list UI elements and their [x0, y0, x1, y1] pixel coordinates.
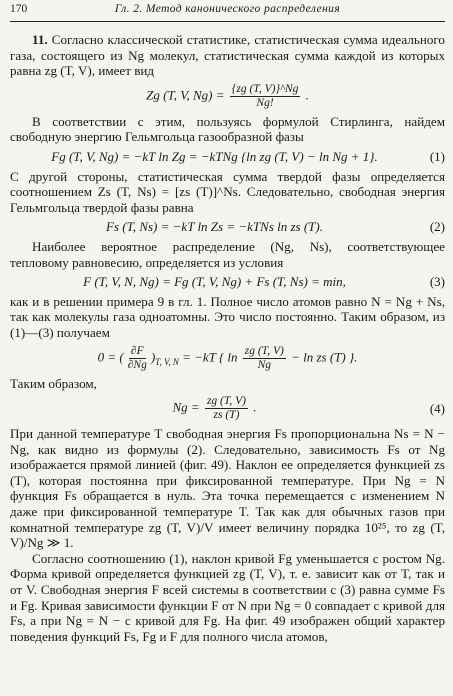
denominator: ∂Ng — [127, 358, 147, 371]
denominator: Ng — [257, 358, 271, 371]
numerator: ∂F — [130, 344, 144, 357]
paragraph: Таким образом, — [10, 375, 97, 391]
equation-end: . — [253, 399, 257, 415]
numerator: zg (T, V) — [206, 395, 247, 408]
equation-text: Fs (T, Ns) = −kT ln Zs = −kTNs ln zs (T). — [105, 219, 323, 235]
denominator: Ng! — [256, 96, 274, 109]
fraction — [126, 345, 149, 372]
equation-end: . — [305, 87, 309, 103]
equation-middle: = −kT { ln — [182, 348, 238, 364]
fraction — [230, 83, 301, 110]
equation-lhs: Ng = — [172, 399, 200, 415]
problem-number: 11. — [32, 32, 48, 47]
paragraph-text: Согласно классической статистике, статистическая сумма идеального газа, состоящего из Ng молекул, статистическая сумма каждой из которых равна zg (T, V), имеет вид — [10, 32, 445, 79]
paragraph: С другой стороны, статистическая сумма твердой фазы определяется соотношением Zs (T, Ns) = [zs (T)]^Ns. Следовательно, свободная энергия Гельмгольца твердой фазы равна — [10, 168, 445, 215]
equation-2 — [10, 219, 445, 235]
running-head: Гл. 2. Метод канонического распределения — [114, 3, 341, 15]
equation-text: Fg (T, V, Ng) = −kT ln Zg = −kTNg {ln zg (T, V) − ln Ng + 1}. — [51, 148, 378, 164]
paragraph — [10, 32, 445, 79]
equation: 0 = ( $\frac{\partial F}{\partial Ng}$ )$_{T, V, N} = -kT$ { ln $\frac{zg (T, V)}{Ng}$ − ln zs (T) }. — [97, 344, 358, 371]
paragraph: как и в решении примера 9 в гл. 1. Полное число атомов равно N = Ng + Ns, так как молекулы газа одноатомны. Это число постоянно. Таким образом, из (1)—(3) получаем — [10, 293, 445, 340]
page-number: 170 — [10, 3, 28, 15]
paragraph: При данной температуре T свободная энергия Fs пропорциональна Ns = N − Ng, как видно из формулы (2). Следовательно, зависимость Fs от Ng изображается прямой линией (фиг. 49). Наклон ее определяется функцией zs (T), которая постоянна при фиксированной температуре. При Ng = N функция Fs обращается в нуль. Эта точка перемещается с изменением N даже при фиксированной температуре T. Так как для обычных газов при комнатной температуре zg (T, V)/V имеет величину порядка 10²⁵, то zg (T, V)/Ng ≫ 1. — [10, 426, 445, 551]
equation-4 — [10, 395, 445, 422]
denominator: zs (T) — [213, 409, 240, 422]
equation-number: (1) — [429, 148, 445, 164]
equation-lhs: 0 = — [97, 348, 117, 364]
equation-1 — [10, 149, 445, 165]
equation-text: F (T, V, N, Ng) = Fg (T, V, Ng) + Fs (T, Ns) = min, — [83, 274, 346, 290]
paragraph: Наиболее вероятное распределение (Ng, Ns), соответствующее тепловому равновесию, определяется из условия — [10, 238, 445, 270]
equation-number: (2) — [429, 219, 445, 235]
equation-number: (3) — [429, 274, 445, 290]
equation-3 — [10, 274, 445, 290]
fraction — [205, 395, 248, 422]
paragraph: В соответствии с этим, пользуясь формулой Стирлинга, найдем свободную энергию Гельмгольца газообразной фазы — [10, 113, 445, 145]
numerator: zg (T, V) — [244, 344, 284, 357]
page — [0, 3, 453, 696]
fraction — [243, 345, 286, 372]
equation-number: (4) — [429, 400, 445, 416]
paragraph: Согласно соотношению (1), наклон кривой Fg уменьшается с ростом Ng. Форма кривой определяется функцией zg (T, V), т. е. зависит как от T, так и от V. Свободная энергия F всей системы в соответствии с (3) равна сумме Fs и Fg. Кривая зависимости функции F от N при Ng = 0 совпадает с кривой для Fs, а при Ng = N − с кривой для Fg. На фиг. 49 изображен общий характер поведения функций Fs, Fg и F для полного числа атомов, — [10, 550, 445, 644]
page-body — [10, 32, 445, 644]
numerator: {zg (T, V)}^Ng — [231, 82, 299, 95]
equation — [10, 83, 445, 110]
equation-lhs: Zg (T, V, Ng) = — [146, 87, 225, 103]
subscript: T, V, N — [155, 356, 179, 367]
running-header — [10, 3, 445, 22]
equation-end: − ln zs (T) }. — [291, 348, 358, 364]
